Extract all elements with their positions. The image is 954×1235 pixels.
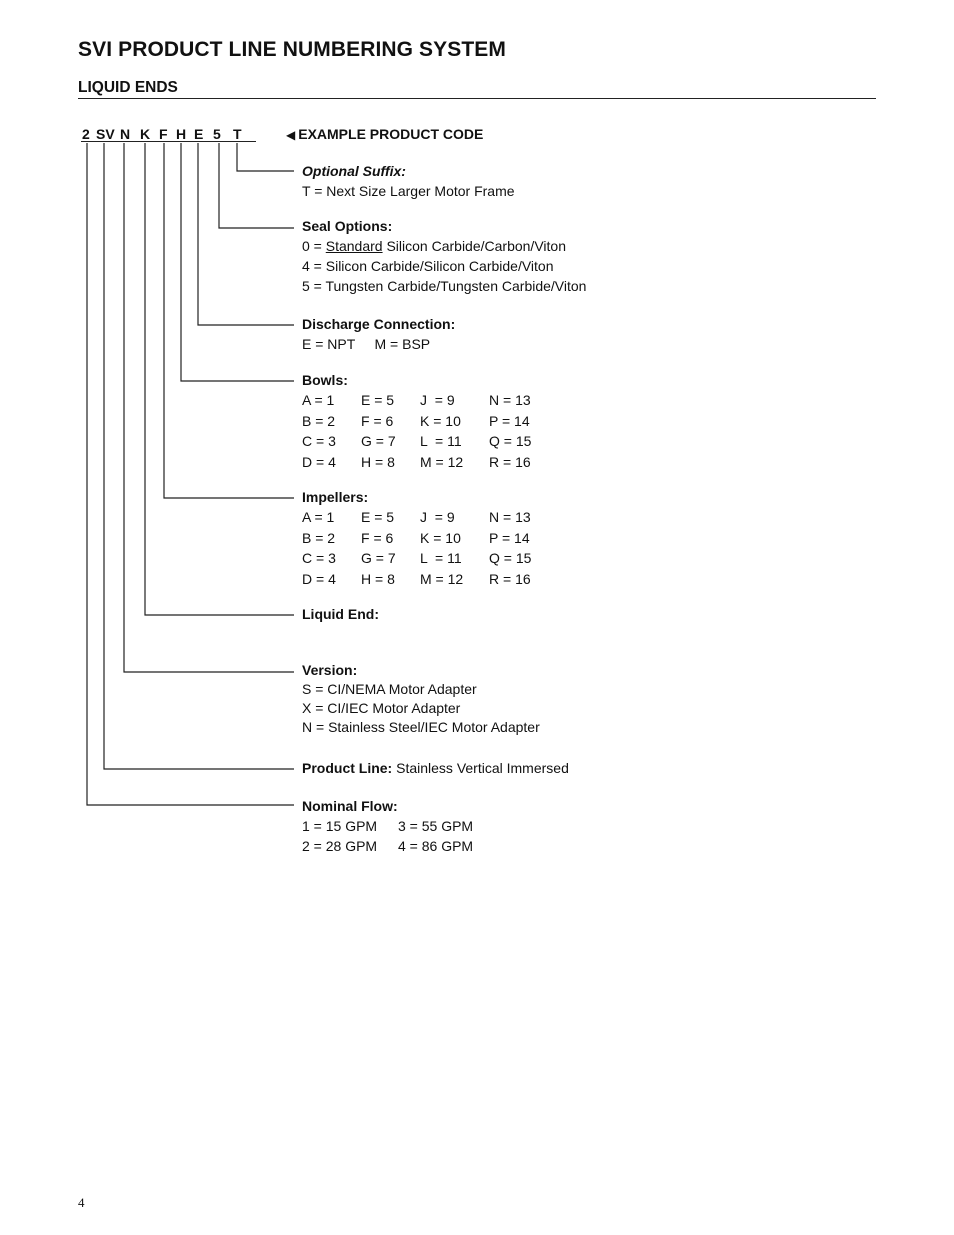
impellers-heading: Impellers: — [302, 489, 369, 505]
code-char-suffix: T — [233, 126, 242, 142]
impellers-cell: H = 8 — [361, 570, 395, 587]
code-char-impellers: F — [159, 126, 168, 142]
bowls-cell: R = 16 — [489, 453, 531, 470]
version-heading: Version: — [302, 662, 358, 678]
impellers-cell: E = 5 — [361, 509, 395, 525]
optional-suffix-line: T = Next Size Larger Motor Frame — [302, 183, 515, 199]
impellers-cell: R = 16 — [489, 570, 531, 587]
bowls-cell: H = 8 — [361, 453, 395, 470]
discharge-connection-line: E = NPT M = BSP — [302, 336, 431, 352]
seal-option-line: 5 = Tungsten Carbide/Tungsten Carbide/Viton — [302, 278, 587, 294]
nominal-flow-grid — [302, 816, 488, 856]
liquid-end-heading: Liquid End: — [302, 606, 379, 622]
impellers-cell: A = 1 — [302, 509, 335, 525]
connector-nominal-flow — [87, 143, 294, 805]
bowls-cell: J = 9 — [420, 392, 455, 408]
product-line-heading: Product Line: — [302, 760, 393, 776]
optional-suffix-block — [302, 161, 515, 201]
discharge-connection-heading: Discharge Connection: — [302, 316, 456, 332]
bowls-cell: D = 4 — [302, 453, 336, 470]
code-char-bowls: H — [176, 126, 187, 142]
optional-suffix-heading: Optional Suffix: — [302, 163, 406, 179]
impellers-cell: J = 9 — [420, 509, 455, 525]
page-title: SVI PRODUCT LINE NUMBERING SYSTEM — [78, 38, 506, 61]
impellers-cell: K = 10 — [420, 529, 461, 546]
section-heading: LIQUID ENDS — [78, 79, 178, 96]
example-label-text: EXAMPLE PRODUCT CODE — [298, 126, 484, 142]
version-block — [302, 661, 540, 737]
product-line-block — [302, 758, 569, 778]
impellers-cell: L = 11 — [420, 550, 462, 566]
code-char-liquid-end: K — [140, 126, 151, 142]
product-line-value: Stainless Vertical Immersed — [392, 760, 569, 776]
bowls-cell: Q = 15 — [489, 433, 532, 449]
standard-label: Standard — [325, 238, 383, 254]
bowls-cell: C = 3 — [302, 433, 336, 449]
version-line: N = Stainless Steel/IEC Motor Adapter — [302, 719, 540, 735]
impellers-cell: B = 2 — [302, 529, 336, 546]
impellers-grid — [302, 507, 549, 589]
discharge-connection-block — [302, 314, 455, 354]
nominal-flow-cell: 3 = 55 GPM — [398, 818, 474, 834]
impellers-cell: G = 7 — [361, 550, 396, 566]
version-line: X = CI/IEC Motor Adapter — [302, 700, 461, 716]
nominal-flow-cell: 1 = 15 GPM — [302, 818, 378, 834]
bowls-cell: N = 13 — [489, 392, 531, 408]
product-line-line — [302, 758, 569, 778]
bowls-cell: K = 10 — [420, 412, 461, 429]
nominal-flow-block — [302, 796, 488, 856]
seal-option-desc: Silicon Carbide/Carbon/Viton — [382, 238, 566, 254]
impellers-cell: M = 12 — [420, 570, 464, 587]
code-char-nominal-flow: 2 — [82, 126, 90, 142]
connector-product-line — [104, 143, 294, 769]
connector-discharge — [198, 143, 294, 325]
version-line: S = CI/NEMA Motor Adapter — [302, 681, 477, 697]
page-number: 4 — [78, 1195, 85, 1210]
code-char-product-line: SV — [96, 126, 115, 142]
seal-option-line — [302, 236, 586, 256]
impellers-cell: D = 4 — [302, 570, 336, 587]
liquid-end-block — [302, 604, 379, 624]
bowls-grid — [302, 390, 549, 472]
code-char-version: N — [120, 126, 131, 142]
connector-version — [124, 143, 294, 672]
bowls-cell: P = 14 — [489, 412, 530, 429]
nominal-flow-cell: 2 = 28 GPM — [302, 838, 378, 854]
bowls-cell: G = 7 — [361, 433, 396, 449]
arrow-left-icon: ◀ — [286, 128, 296, 142]
seal-options-heading: Seal Options: — [302, 218, 393, 234]
bowls-block — [302, 370, 549, 472]
seal-option-code: 0 = — [302, 238, 326, 254]
seal-option-line: 4 = Silicon Carbide/Silicon Carbide/Viton — [302, 258, 554, 274]
impellers-cell: P = 14 — [489, 529, 530, 546]
impellers-cell: N = 13 — [489, 509, 531, 525]
impellers-cell: F = 6 — [361, 529, 394, 546]
connector-optional-suffix — [237, 143, 294, 171]
impellers-block — [302, 487, 549, 589]
bowls-heading: Bowls: — [302, 372, 348, 388]
seal-options-block — [302, 216, 586, 296]
bowls-cell: B = 2 — [302, 412, 336, 429]
nominal-flow-heading: Nominal Flow: — [302, 798, 398, 814]
code-char-discharge: E — [194, 126, 204, 142]
bowls-cell: A = 1 — [302, 392, 335, 408]
bowls-cell: E = 5 — [361, 392, 395, 408]
connector-seal-options — [219, 143, 294, 228]
connector-impellers — [164, 143, 294, 498]
code-char-seal: 5 — [213, 126, 221, 142]
impellers-cell: Q = 15 — [489, 550, 532, 566]
bowls-cell: L = 11 — [420, 433, 462, 449]
impellers-cell: C = 3 — [302, 550, 336, 566]
bowls-cell: M = 12 — [420, 453, 464, 470]
nominal-flow-cell: 4 = 86 GPM — [398, 838, 474, 854]
bowls-cell: F = 6 — [361, 412, 394, 429]
